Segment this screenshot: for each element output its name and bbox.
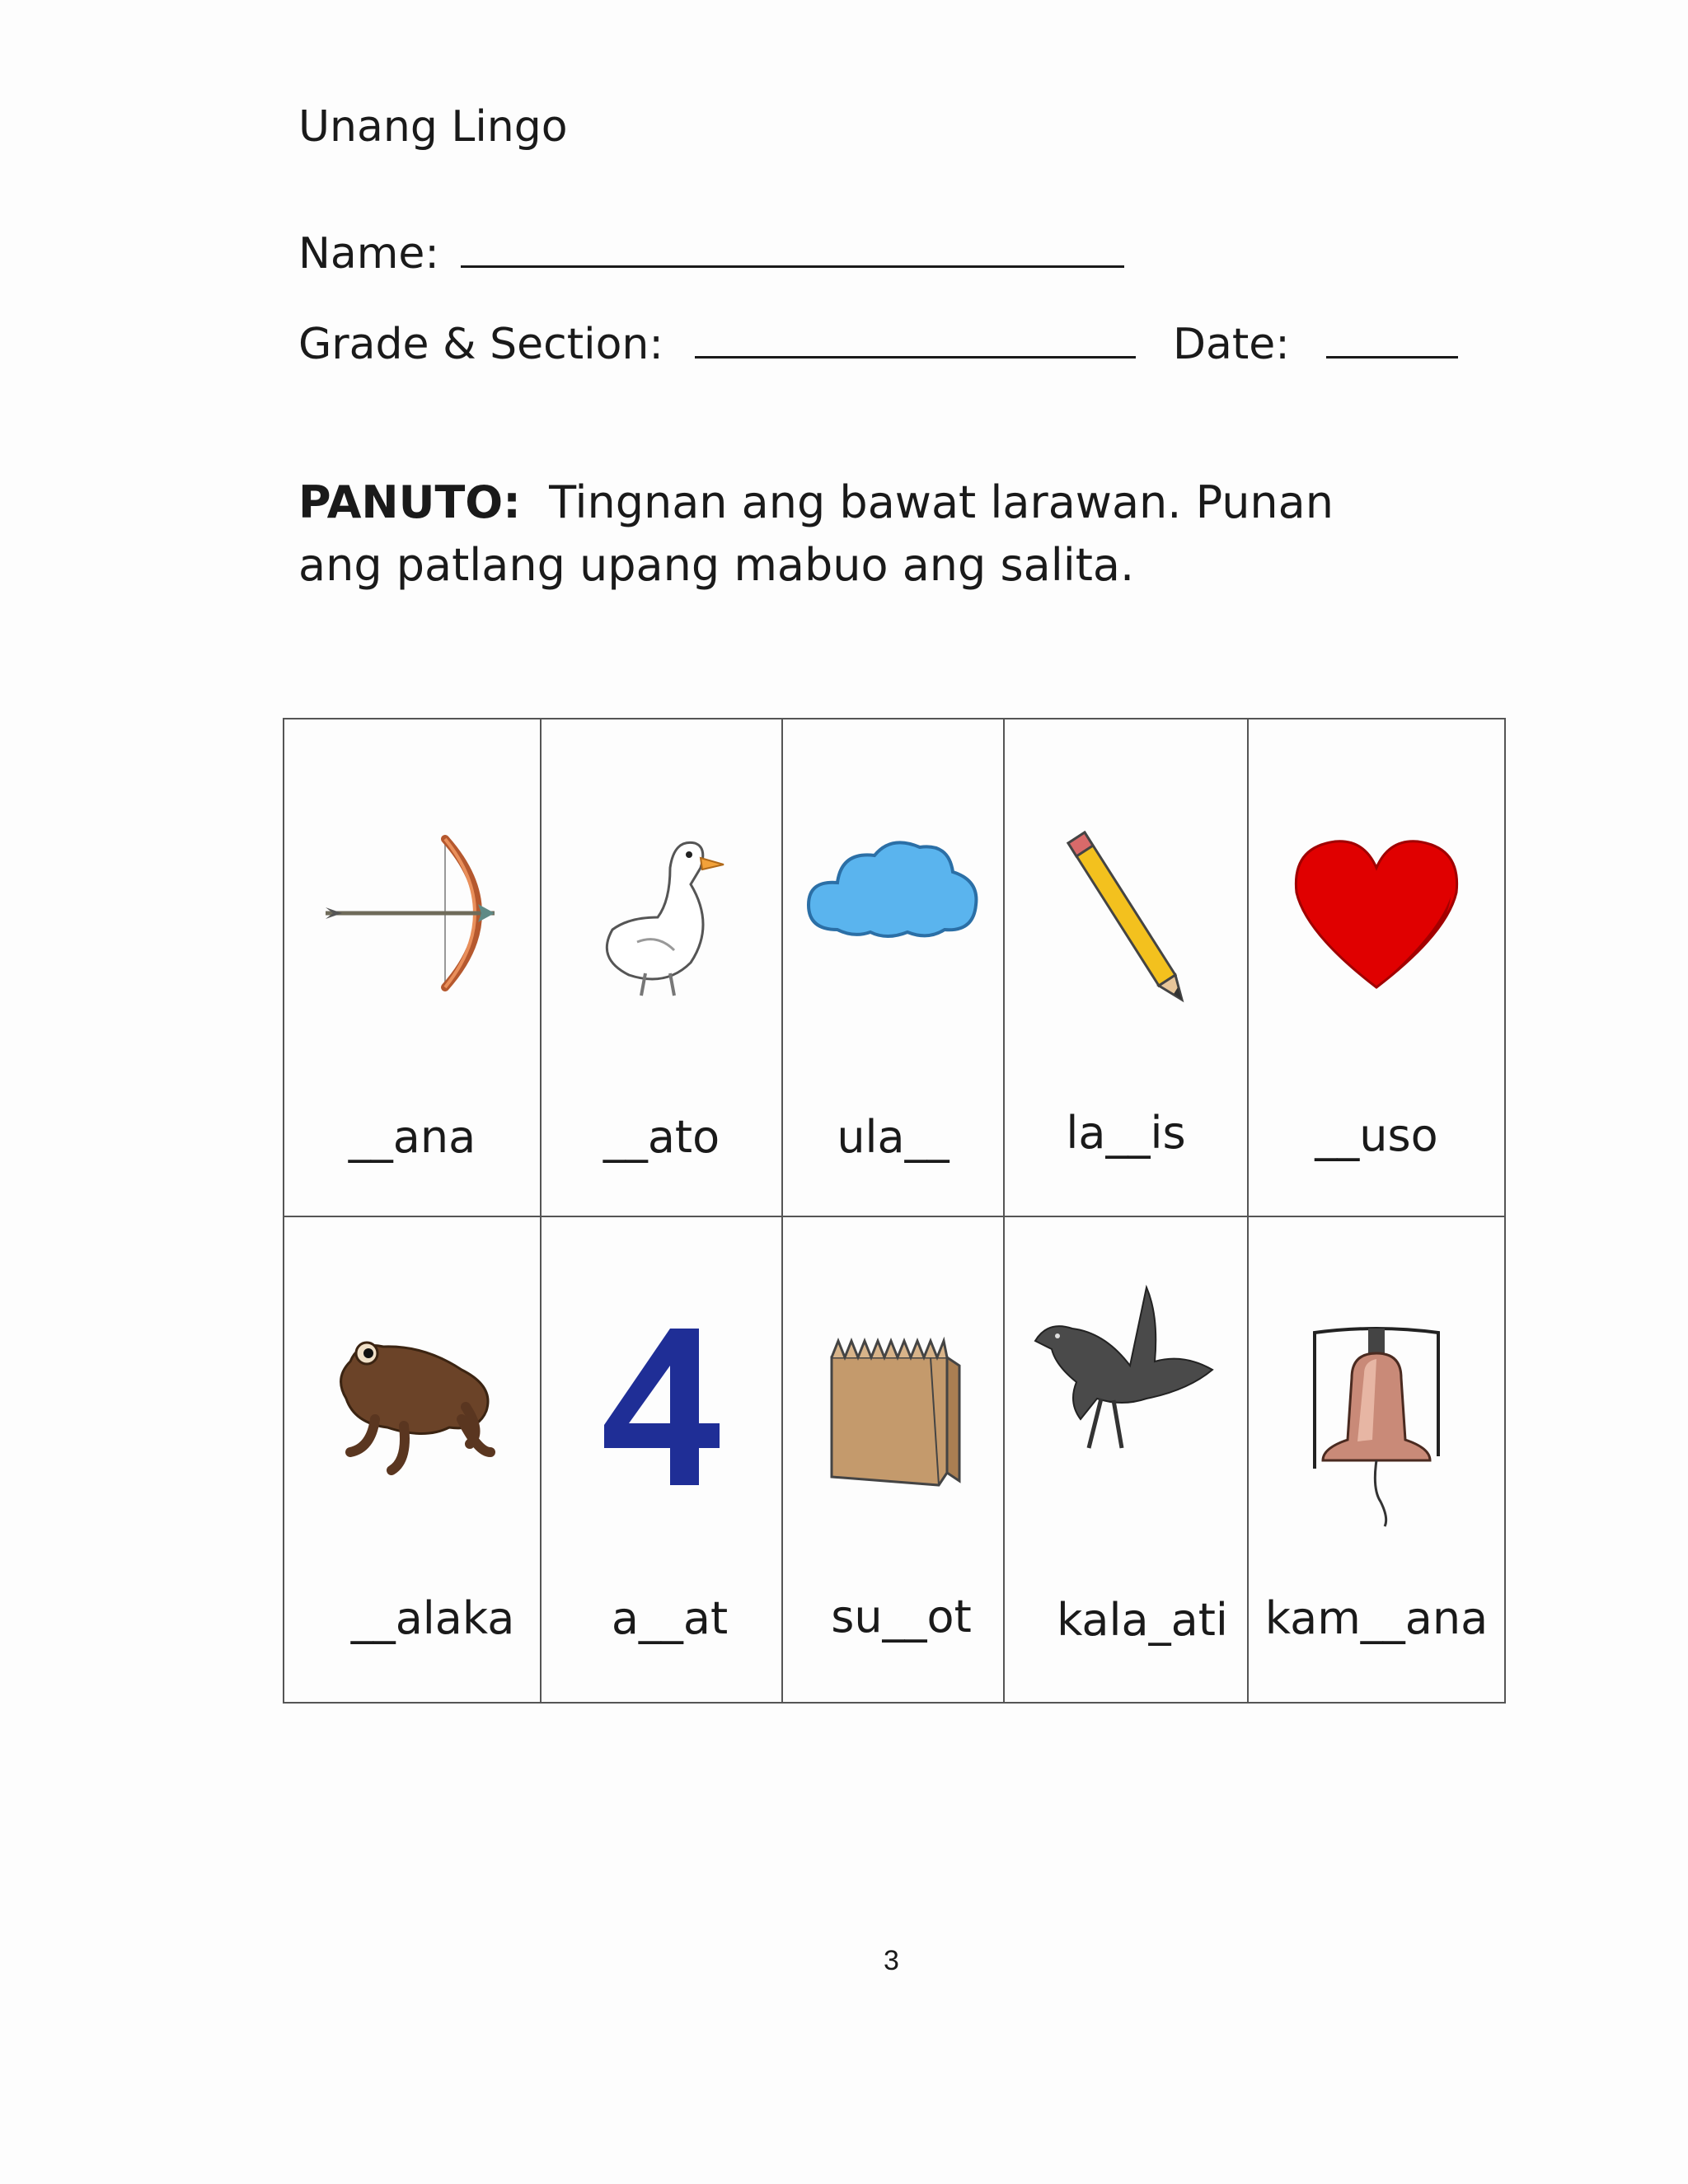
cell-pencil bbox=[1004, 719, 1248, 1216]
heart-icon bbox=[1290, 835, 1463, 991]
word-blank[interactable]: __ato bbox=[603, 1111, 720, 1163]
bow-and-arrow-icon bbox=[321, 835, 503, 991]
pencil-icon bbox=[1060, 831, 1192, 1004]
name-blank[interactable] bbox=[461, 265, 1124, 268]
word-blank[interactable]: la__is bbox=[1066, 1107, 1186, 1159]
word-blank[interactable]: __alaka bbox=[350, 1592, 515, 1644]
cell-bag bbox=[782, 1216, 1004, 1703]
name-row bbox=[298, 229, 1124, 279]
grade-section-label: Grade & Section: bbox=[298, 320, 663, 369]
cell-frog bbox=[284, 1216, 541, 1703]
word-blank[interactable]: __uso bbox=[1315, 1109, 1438, 1161]
instructions bbox=[298, 471, 1419, 597]
instructions-text: Tingnan ang bawat larawan. Punan ang patlang upang mabuo ang salita. bbox=[298, 476, 1334, 591]
worksheet-grid bbox=[283, 718, 1506, 1704]
name-label: Name: bbox=[298, 229, 439, 279]
word-blank[interactable]: kam__ana bbox=[1264, 1592, 1489, 1644]
instructions-label: PANUTO: bbox=[298, 476, 521, 528]
cloud-icon bbox=[804, 835, 982, 942]
paper-bag-icon bbox=[823, 1333, 964, 1489]
crow-icon bbox=[1031, 1283, 1221, 1465]
bell-icon bbox=[1306, 1324, 1447, 1530]
cell-crow bbox=[1004, 1216, 1248, 1703]
word-blank[interactable]: kala_ati bbox=[1057, 1594, 1228, 1646]
frog-icon bbox=[326, 1329, 499, 1477]
cell-cloud bbox=[782, 719, 1004, 1216]
word-blank[interactable]: su__ot bbox=[831, 1591, 972, 1643]
duck-icon bbox=[592, 835, 732, 1000]
cell-four bbox=[541, 1216, 782, 1703]
word-blank[interactable]: __ana bbox=[348, 1111, 476, 1163]
number-four-icon bbox=[600, 1324, 724, 1489]
week-title: Unang Lingo bbox=[298, 102, 568, 152]
cell-bell bbox=[1248, 1216, 1505, 1703]
date-label: Date: bbox=[1172, 320, 1290, 369]
date-blank[interactable] bbox=[1326, 355, 1458, 359]
grade-section-blank[interactable] bbox=[695, 355, 1136, 359]
cell-duck bbox=[541, 719, 782, 1216]
cell-bow bbox=[284, 719, 541, 1216]
grade-date-row bbox=[298, 320, 1458, 369]
word-blank[interactable]: a__at bbox=[611, 1592, 729, 1644]
word-blank[interactable]: ula__ bbox=[837, 1111, 950, 1163]
page-number: 3 bbox=[884, 1945, 899, 1976]
cell-heart bbox=[1248, 719, 1505, 1216]
